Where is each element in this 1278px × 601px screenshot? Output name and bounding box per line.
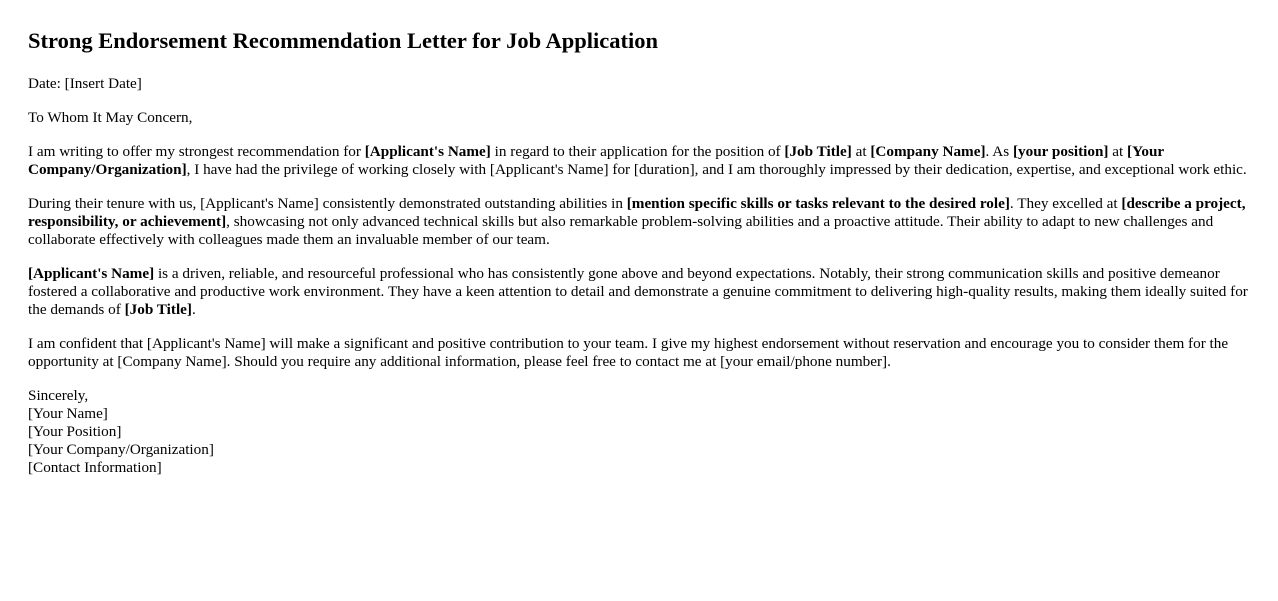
paragraph-text: is a driven, reliable, and resourceful professional who has consistently gone above and beyond expectations. Notably, their strong communication skills and positive demeanor fostered a collaborative and productive work environment. They have a keen attention to detail and demonstrate a genuine commitment to delivering high-quality results, making them ideally suited for the demands of <box>28 265 1248 318</box>
your-organization-placeholder: [Your Company/Organization] <box>28 143 1164 178</box>
job-title-placeholder: [Job Title] <box>124 301 192 318</box>
skills-placeholder: [mention specific skills or tasks relevant to the desired role] <box>626 195 1010 212</box>
salutation: To Whom It May Concern, <box>28 109 193 126</box>
paragraph-introduction <box>28 143 1250 179</box>
page-title: Strong Endorsement Recommendation Letter for Job Application <box>28 28 658 53</box>
paragraph-conclusion: I am confident that [Applicant's Name] will make a significant and positive contribution to your team. I give my highest endorsement without reservation and encourage you to consider them for the opportunity at [Company Name]. Should you require any additional information, please feel free to contact me at [your email/phone number]. <box>28 335 1229 370</box>
paragraph-text: , I have had the privilege of working closely with [Applicant's Name] for [duration], and I am thoroughly impressed by their dedication, expertise, and exceptional work ethic. <box>186 161 1247 178</box>
closing: Sincerely, <box>28 387 89 404</box>
paragraph-skills <box>28 195 1250 249</box>
signer-organization: [Your Company/Organization] <box>28 441 214 458</box>
applicant-name-placeholder: [Applicant's Name] <box>364 143 491 160</box>
paragraph-character <box>28 265 1250 319</box>
company-name-placeholder: [Company Name] <box>870 143 986 160</box>
paragraph-text: I am writing to offer my strongest recommendation for <box>28 143 365 160</box>
applicant-name-placeholder: [Applicant's Name] <box>28 265 155 282</box>
paragraph-text: . As <box>985 143 1013 160</box>
paragraph-text: , showcasing not only advanced technical skills but also remarkable problem-solving abilities and a proactive attitude. Their ability to adapt to new challenges and collaborate effectively with colleagues made them an invaluable member of our team. <box>28 213 1214 248</box>
paragraph-text: in regard to their application for the position of <box>490 143 785 160</box>
signature-block <box>28 387 1250 477</box>
achievement-placeholder: [describe a project, responsibility, or achievement] <box>28 195 1246 230</box>
job-title-placeholder: [Job Title] <box>784 143 852 160</box>
paragraph-text: During their tenure with us, [Applicant's Name] consistently demonstrated outstanding abilities in <box>28 195 627 212</box>
paragraph-text: . <box>191 301 196 318</box>
signer-name: [Your Name] <box>28 405 108 422</box>
paragraph-text: at <box>851 143 871 160</box>
paragraph-text: . They excelled at <box>1009 195 1122 212</box>
signer-contact: [Contact Information] <box>28 459 162 476</box>
paragraph-text: at <box>1108 143 1128 160</box>
date-line: Date: [Insert Date] <box>28 75 142 92</box>
signer-position: [Your Position] <box>28 423 122 440</box>
your-position-placeholder: [your position] <box>1012 143 1109 160</box>
